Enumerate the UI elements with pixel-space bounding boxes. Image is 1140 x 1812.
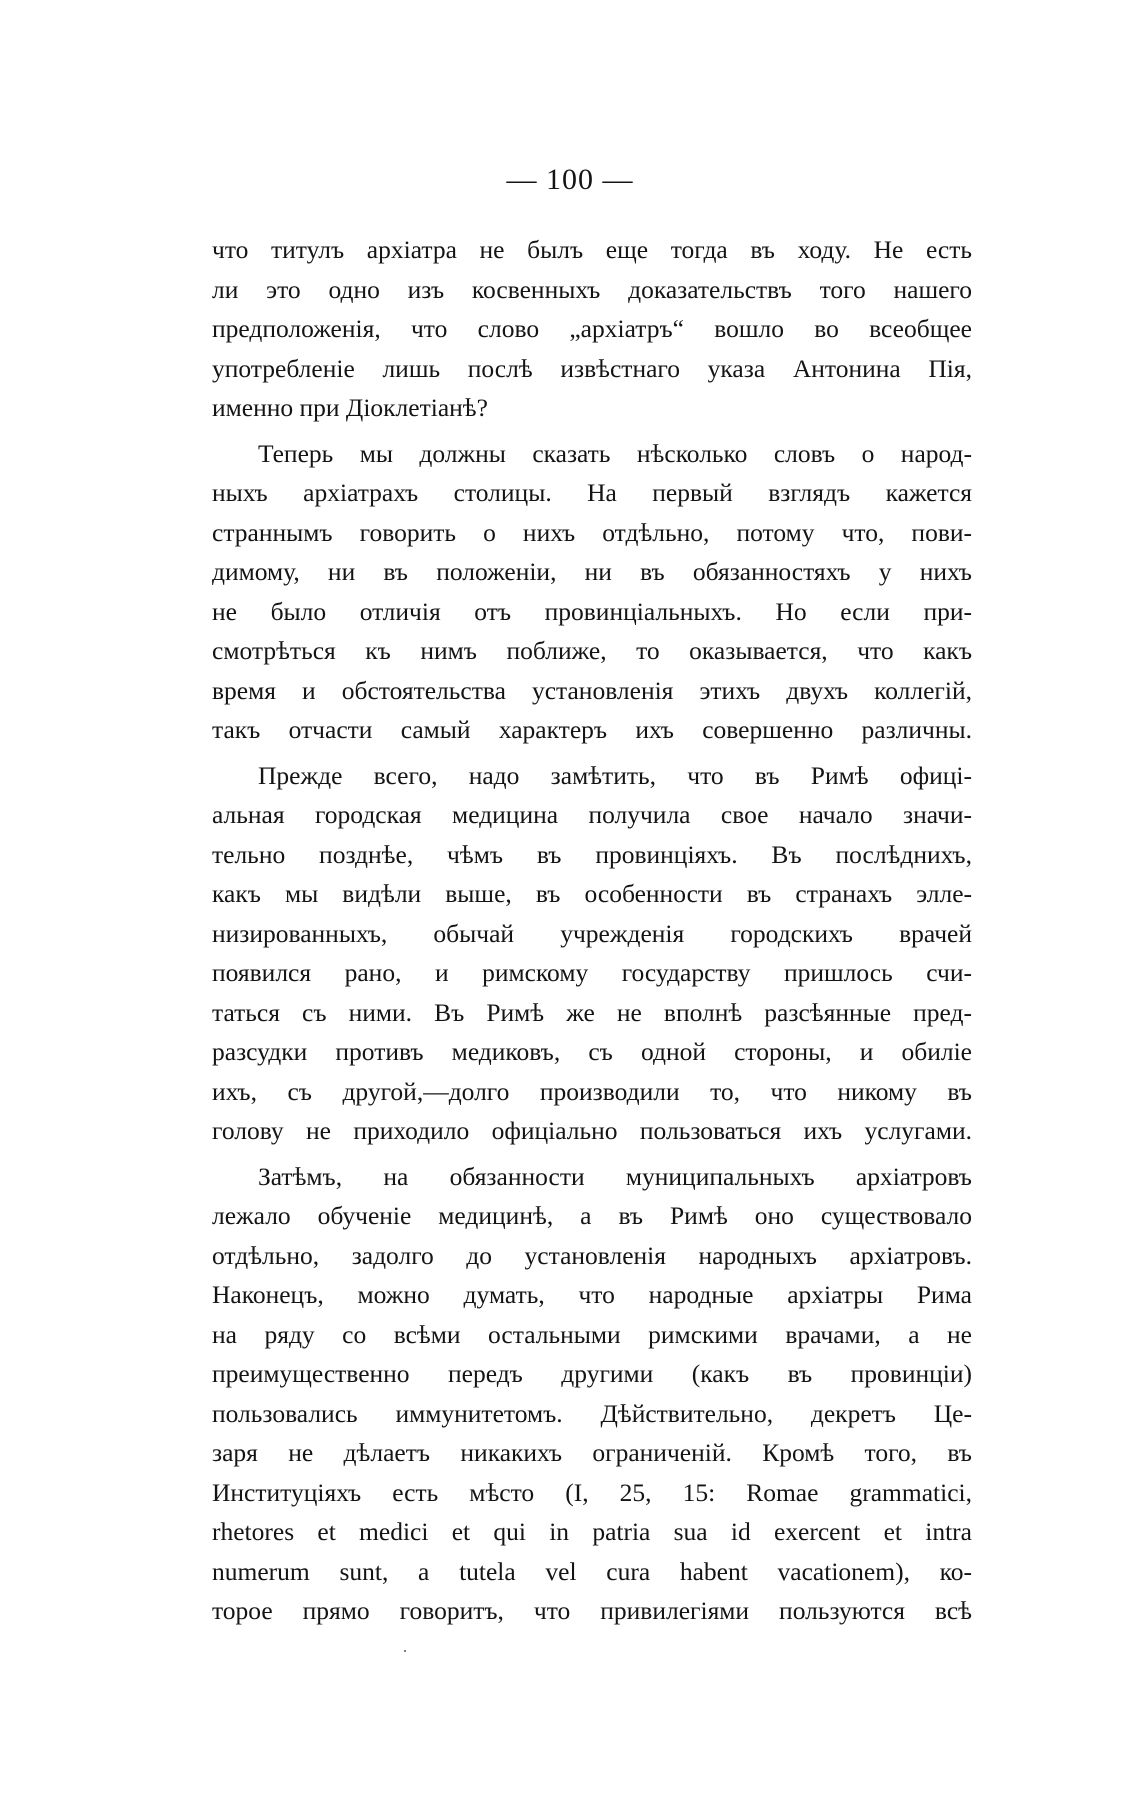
text-line: смотрѣться къ нимъ поближе, то оказывается, что какъ xyxy=(212,636,972,665)
text-line: альная городская медицина получила свое начало значи- xyxy=(212,800,972,829)
text-line: торое прямо говоритъ, что привилегіями пользуются всѣ xyxy=(212,1596,972,1625)
text-line: употребленіе лишь послѣ извѣстнаго указа Антонина Пія, xyxy=(212,353,972,383)
text-line: лежало обученіе медицинѣ, а въ Римѣ оно существовало xyxy=(212,1201,972,1230)
text-line: на ряду со всѣми остальными римскими врачами, а не xyxy=(212,1319,972,1349)
text-line: не было отличія отъ провинціальныхъ. Но если при- xyxy=(212,596,972,626)
text-line: Теперь мы должны сказать нѣсколько словъ о народ- xyxy=(258,438,972,468)
text-line: низированныхъ, обычай учрежденія городскихъ врачей xyxy=(212,918,972,948)
text-line: Прежде всего, надо замѣтить, что въ Римѣ офиці- xyxy=(258,760,972,790)
text-line: страннымъ говорить о нихъ отдѣльно, потому что, пови- xyxy=(212,517,972,547)
page-number: — 100 — xyxy=(506,163,634,196)
text-line: пользовались иммунитетомъ. Дѣйствительно, декретъ Це- xyxy=(212,1398,972,1428)
text-line: ли это одно изъ косвенныхъ доказательствъ того нашего xyxy=(212,274,972,304)
text-line: rhetores et medici et qui in patria sua id exercent et intra xyxy=(212,1517,972,1546)
text-line: заря не дѣлаетъ никакихъ ограниченій. Кромѣ того, въ xyxy=(212,1438,972,1467)
text-line: разсудки противъ медиковъ, съ одной стороны, и обиліе xyxy=(212,1037,972,1066)
text-line: время и обстоятельства установленія этихъ двухъ коллегій, xyxy=(212,675,972,705)
text-line: преимущественно передъ другими (какъ въ провинціи) xyxy=(212,1359,972,1388)
text-line: Затѣмъ, на обязанности муниципальныхъ архіатровъ xyxy=(258,1161,972,1191)
text-line: таться съ ними. Въ Римѣ же не вполнѣ разсѣянные пред- xyxy=(212,997,972,1027)
text-line: какъ мы видѣли выше, въ особенности въ странахъ элле- xyxy=(212,879,972,908)
paragraph-4 xyxy=(212,1157,972,1631)
paragraph-2 xyxy=(212,434,972,750)
ink-speck xyxy=(404,1650,406,1652)
text-line: Наконецъ, можно думать, что народные архіатры Рима xyxy=(212,1280,972,1309)
text-line: димому, ни въ положеніи, ни въ обязанностяхъ у нихъ xyxy=(212,557,972,586)
text-line: ихъ, съ другой,—долго производили то, что никому въ xyxy=(212,1076,972,1106)
body-text xyxy=(212,230,972,1637)
text-line: такъ отчасти самый характеръ ихъ совершенно различны. xyxy=(212,715,972,744)
text-line: именно при Діоклетіанѣ? xyxy=(212,393,488,422)
text-line: что титулъ архіатра не былъ еще тогда въ ходу. Не есть xyxy=(212,235,972,264)
text-line: предположенія, что слово „архіатръ“ вошло во всеобщее xyxy=(212,314,972,343)
paragraph-1 xyxy=(212,230,972,428)
text-line: numerum sunt, a tutela vel cura habent vacationem), ко- xyxy=(212,1556,972,1586)
text-line: тельно позднѣе, чѣмъ въ провинціяхъ. Въ послѣднихъ, xyxy=(212,839,972,869)
text-line: появился рано, и римскому государству пришлось счи- xyxy=(212,958,972,987)
paragraph-3 xyxy=(212,756,972,1151)
text-line: голову не приходило офиціально пользоваться ихъ услугами. xyxy=(212,1116,972,1145)
text-line: ныхъ архіатрахъ столицы. На первый взглядъ кажется xyxy=(212,478,972,507)
text-line: отдѣльно, задолго до установленія народныхъ архіатровъ. xyxy=(212,1240,972,1270)
text-line: Институціяхъ есть мѣсто (I, 25, 15: Romae grammatici, xyxy=(212,1477,972,1507)
